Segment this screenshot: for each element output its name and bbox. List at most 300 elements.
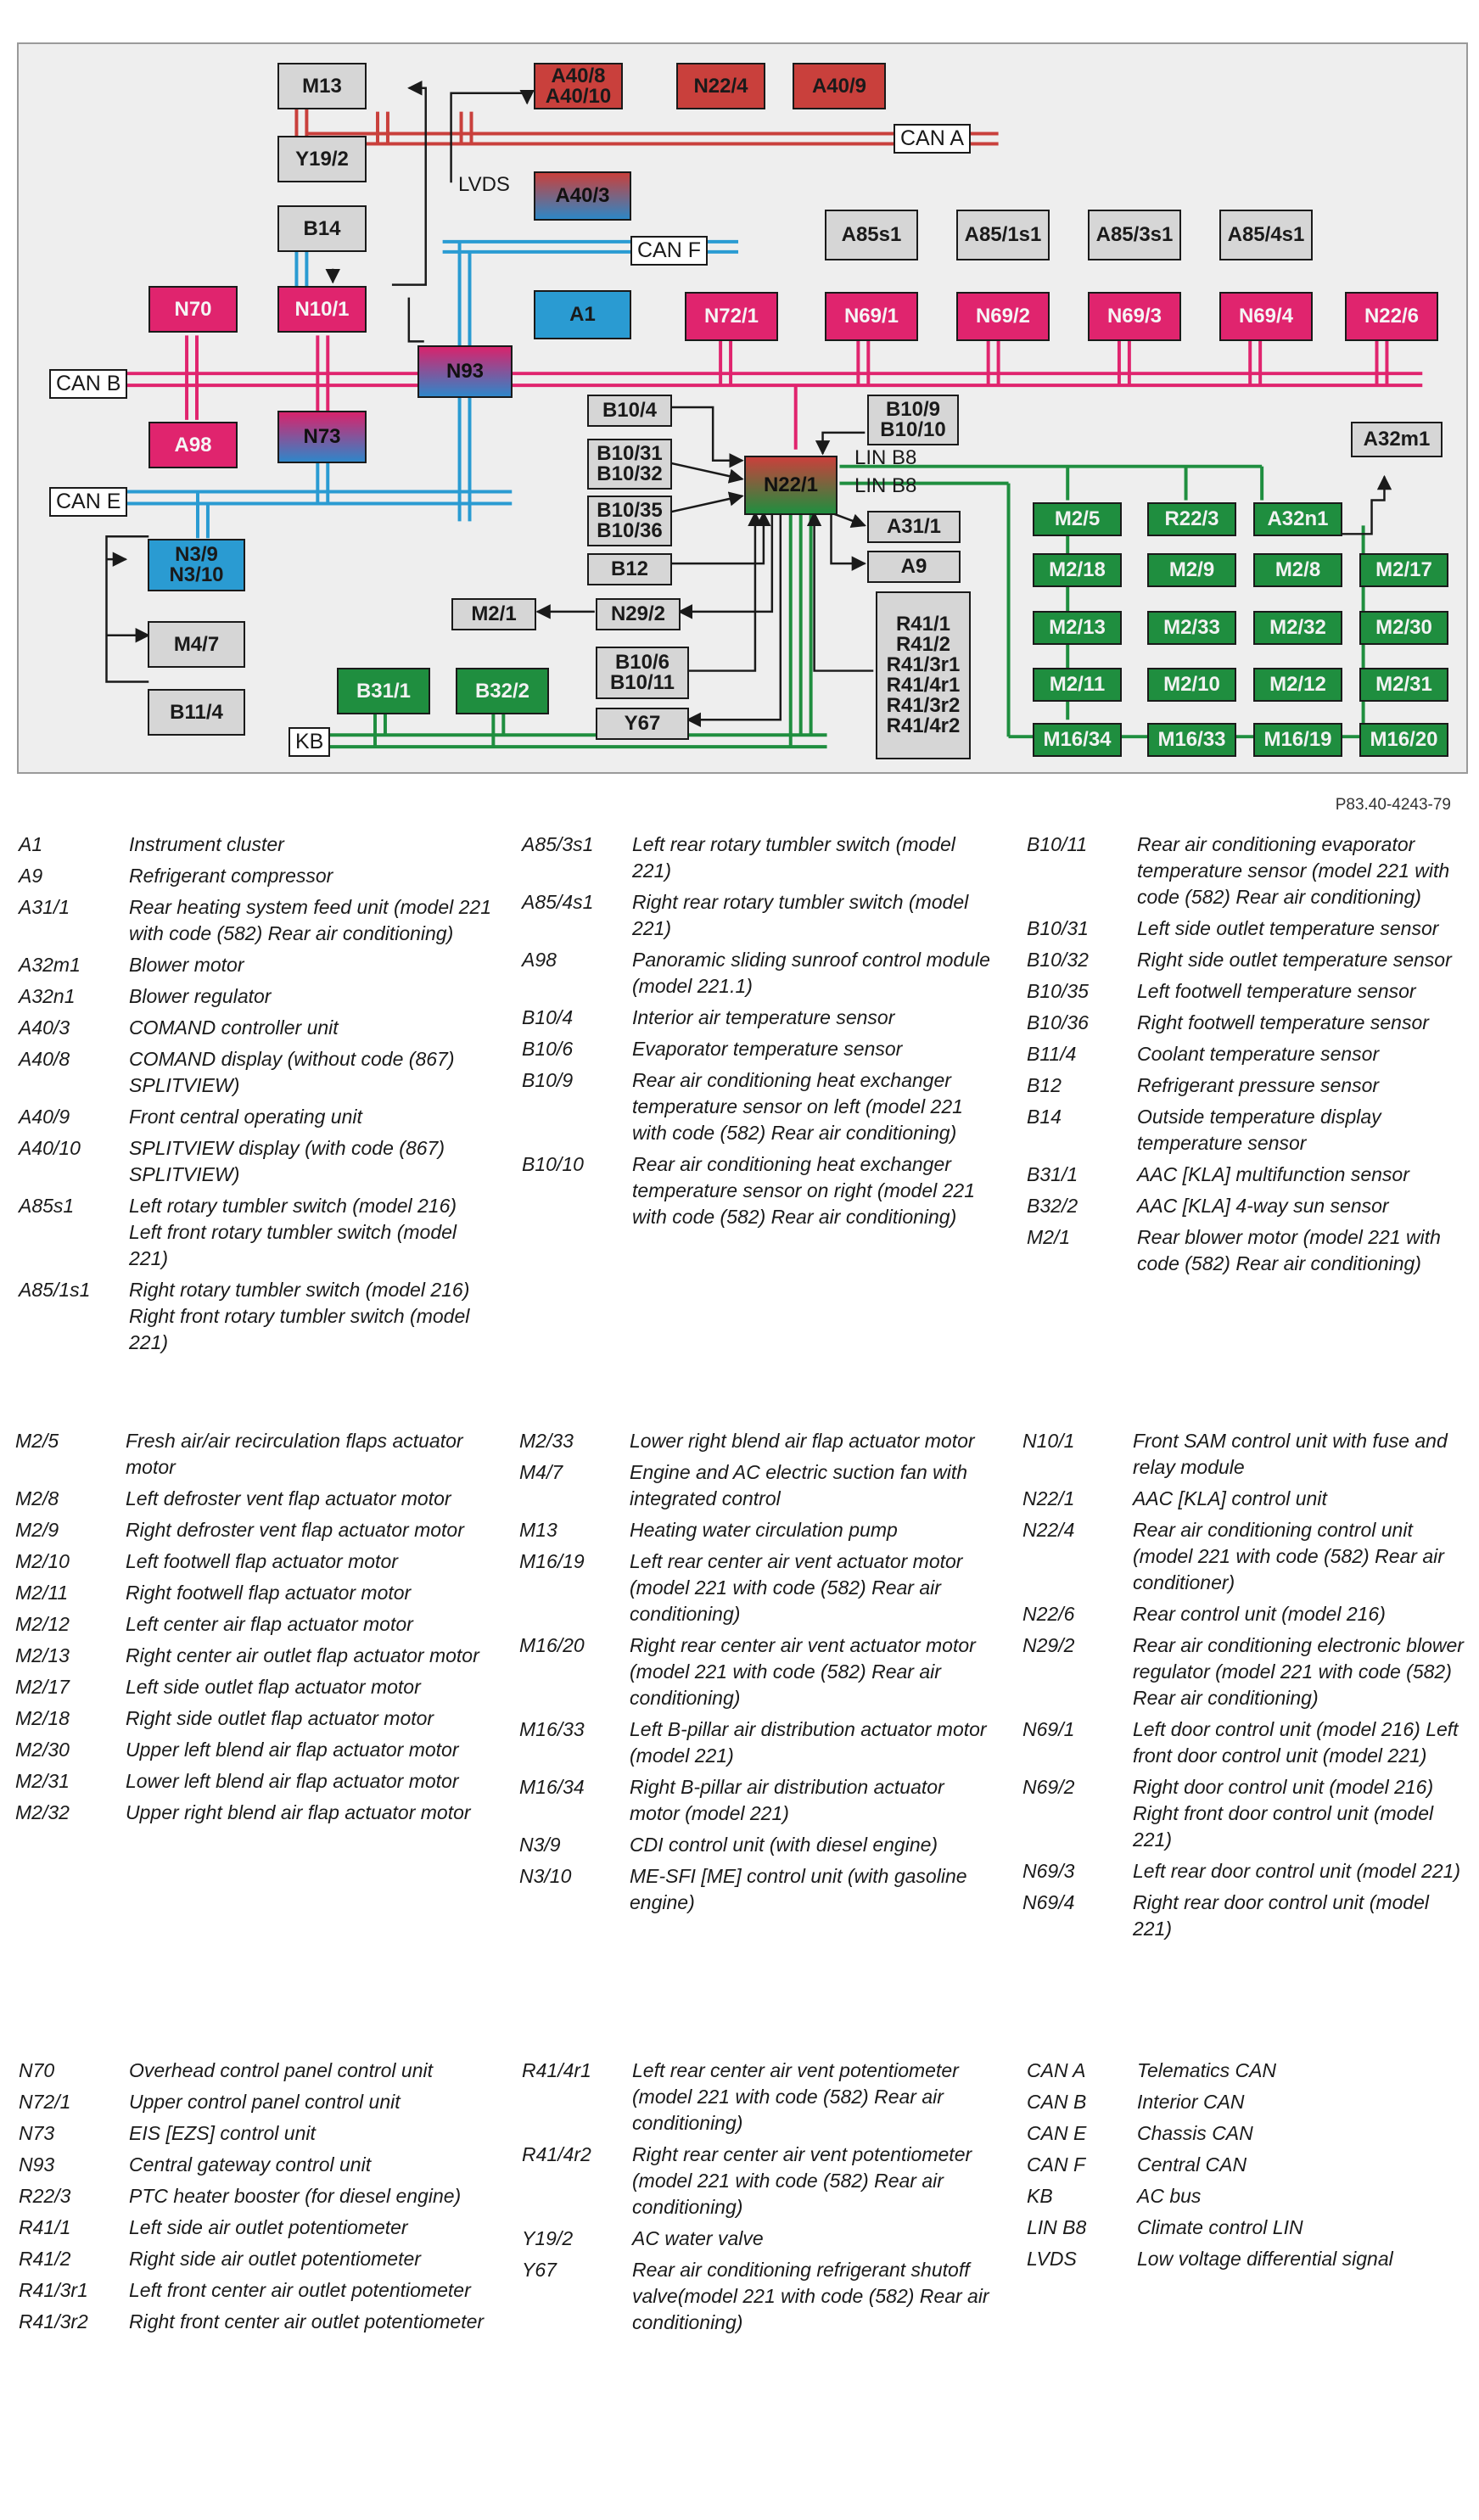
legend-code: LIN B8: [1027, 2216, 1087, 2238]
legend-row: [15, 1643, 490, 1669]
legend-code: N22/4: [1022, 1519, 1075, 1541]
legend-description: Right defroster vent flap actuator motor: [126, 1519, 464, 1541]
legend-description: Right rear center air vent actuator motor (model 221 with code (582) Rear air conditioning): [630, 1634, 976, 1709]
lin-b8-label-1: LIN B8: [854, 446, 917, 469]
legend-code: N93: [19, 2153, 55, 2176]
legend-description: Instrument cluster: [129, 833, 284, 855]
legend-row: [1022, 1774, 1468, 1853]
wiring-diagram: [17, 42, 1468, 774]
legend-row: [1027, 1010, 1468, 1036]
can-e-label: CAN E: [49, 487, 127, 517]
component-Y19-2: Y19/2: [277, 136, 367, 182]
legend-code: A85s1: [19, 1195, 75, 1217]
legend-code: M16/34: [519, 1776, 585, 1798]
component-R22-3: R22/3: [1147, 502, 1236, 536]
legend-code: M4/7: [519, 1461, 563, 1483]
legend-s2-col2: [519, 1428, 994, 1921]
legend-row: [522, 1151, 997, 1230]
legend-description: Left footwell flap actuator motor: [126, 1550, 398, 1572]
legend-row: [519, 1632, 994, 1711]
component-M2-18: M2/18: [1033, 553, 1122, 587]
legend-row: [19, 863, 494, 889]
legend-code: B10/6: [522, 1038, 574, 1060]
component-A85-1s1: A85/1s1: [956, 210, 1050, 260]
legend-code: R41/4r2: [522, 2143, 591, 2165]
legend-code: N69/4: [1022, 1891, 1075, 1913]
legend-row: [522, 889, 997, 942]
legend-description: Right rear center air vent potentiometer (model 221 with code (582) Rear air conditioning): [632, 2143, 972, 2218]
legend-code: A31/1: [19, 896, 70, 918]
legend-description: Rear air conditioning control unit (model 221 with code (582) Rear air conditioner): [1133, 1519, 1444, 1593]
legend-row: [15, 1517, 490, 1543]
legend-description: Right side outlet temperature sensor: [1137, 949, 1452, 971]
legend-row: [522, 2142, 997, 2220]
legend-row: [519, 1428, 994, 1454]
legend-description: Right center air outlet flap actuator motor: [126, 1644, 479, 1666]
legend-row: [15, 1800, 490, 1826]
legend-row: [15, 1737, 490, 1763]
legend-code: N72/1: [19, 2091, 71, 2113]
legend-description: Left rotary tumbler switch (model 216) Left front rotary tumbler switch (model 221): [129, 1195, 457, 1269]
component-A31-1: A31/1: [867, 511, 961, 543]
legend-code: B10/10: [522, 1153, 584, 1175]
legend-description: Upper left blend air flap actuator motor: [126, 1739, 459, 1761]
legend-code: B32/2: [1027, 1195, 1078, 1217]
component-N93: N93: [417, 345, 513, 398]
legend-code: A40/3: [19, 1016, 70, 1039]
legend-row: [522, 832, 997, 884]
legend-code: M2/31: [15, 1770, 70, 1792]
legend-code: R41/1: [19, 2216, 71, 2238]
legend-description: Right rotary tumbler switch (model 216) Right front rotary tumbler switch (model 221): [129, 1279, 470, 1353]
legend-row: [1022, 1716, 1468, 1769]
legend-code: M2/10: [15, 1550, 70, 1572]
legend-description: Panoramic sliding sunroof control module (model 221.1): [632, 949, 990, 997]
component-N69-2: N69/2: [956, 292, 1050, 341]
legend-code: A98: [522, 949, 557, 971]
legend-description: Left footwell temperature sensor: [1137, 980, 1416, 1002]
component-B10-6-B10-11: B10/6 B10/11: [596, 647, 689, 699]
legend-code: M2/17: [15, 1676, 70, 1698]
legend-code: M2/13: [15, 1644, 70, 1666]
legend-row: [1027, 1041, 1468, 1067]
component-M2-9: M2/9: [1147, 553, 1236, 587]
legend-description: Upper control panel control unit: [129, 2091, 401, 2113]
legend-row: [19, 1193, 494, 1272]
legend-description: Engine and AC electric suction fan with integrated control: [630, 1461, 968, 1509]
component-B32-2: B32/2: [456, 668, 549, 714]
legend-row: [1027, 2183, 1468, 2209]
legend-code: A85/1s1: [19, 1279, 91, 1301]
legend-row: [1027, 947, 1468, 973]
legend-row: [19, 2309, 494, 2335]
legend-description: Rear air conditioning evaporator temperature sensor (model 221 with code (582) Rear air conditioning): [1137, 833, 1450, 908]
legend-description: Overhead control panel control unit: [129, 2059, 433, 2081]
component-M13: M13: [277, 63, 367, 109]
component-M2-30: M2/30: [1359, 611, 1448, 645]
legend-code: B10/9: [522, 1069, 574, 1091]
legend-description: AC bus: [1137, 2185, 1202, 2207]
component-N69-3: N69/3: [1088, 292, 1181, 341]
legend-s2-col3: [1022, 1428, 1468, 1947]
legend-row: [1027, 2058, 1468, 2084]
legend-description: Right front center air outlet potentiometer: [129, 2310, 485, 2332]
legend-row: [522, 2058, 997, 2136]
legend-description: Fresh air/air recirculation flaps actuator motor: [126, 1430, 463, 1478]
legend-description: PTC heater booster (for diesel engine): [129, 2185, 462, 2207]
legend-description: Climate control LIN: [1137, 2216, 1303, 2238]
legend-s2-col1: [15, 1428, 490, 1831]
legend-description: AAC [KLA] multifunction sensor: [1137, 1163, 1409, 1185]
component-B14: B14: [277, 205, 367, 252]
legend-row: [519, 1774, 994, 1827]
legend-row: [19, 952, 494, 978]
can-b-bus: [68, 335, 1423, 449]
legend-code: M2/32: [15, 1801, 70, 1823]
component-N10-1: N10/1: [277, 286, 367, 333]
legend-row: [1027, 2089, 1468, 2115]
legend-code: B10/4: [522, 1006, 574, 1028]
legend-code: N29/2: [1022, 1634, 1075, 1656]
legend-row: [522, 2226, 997, 2252]
legend-row: [1022, 1517, 1468, 1596]
component-N72-1: N72/1: [685, 292, 778, 341]
component-A85-4s1: A85/4s1: [1219, 210, 1313, 260]
legend-code: B10/11: [1027, 833, 1088, 855]
legend-row: [19, 832, 494, 858]
legend-description: Telematics CAN: [1137, 2059, 1277, 2081]
legend-s3-col2: [522, 2058, 997, 2341]
component-M2-13: M2/13: [1033, 611, 1122, 645]
component-A40-8-A40-10: A40/8 A40/10: [534, 63, 623, 109]
legend-description: AAC [KLA] control unit: [1133, 1487, 1327, 1509]
legend-code: R41/3r2: [19, 2310, 88, 2332]
legend-row: [19, 894, 494, 947]
legend-row: [19, 1104, 494, 1130]
legend-description: Low voltage differential signal: [1137, 2248, 1393, 2270]
legend-code: R22/3: [19, 2185, 71, 2207]
legend-description: Lower left blend air flap actuator motor: [126, 1770, 459, 1792]
legend-code: M2/11: [15, 1582, 69, 1604]
legend-row: [19, 1135, 494, 1188]
legend-code: M2/1: [1027, 1226, 1071, 1248]
legend-code: B10/32: [1027, 949, 1089, 971]
legend-description: Left B-pillar air distribution actuator motor (model 221): [630, 1718, 987, 1767]
legend-code: B10/36: [1027, 1011, 1089, 1033]
legend-code: Y67: [522, 2259, 557, 2281]
legend-code: A1: [19, 833, 43, 855]
legend-description: COMAND display (without code (867) SPLITVIEW): [129, 1048, 455, 1096]
legend-description: CDI control unit (with diesel engine): [630, 1834, 938, 1856]
component-N73: N73: [277, 411, 367, 463]
component-M2-31: M2/31: [1359, 668, 1448, 702]
legend-description: Central CAN: [1137, 2153, 1247, 2176]
lvds-label: LVDS: [458, 173, 510, 196]
can-e-bus: [68, 462, 513, 539]
legend-code: M16/19: [519, 1550, 585, 1572]
legend-row: [15, 1611, 490, 1638]
legend-code: CAN A: [1027, 2059, 1086, 2081]
legend-description: Right footwell flap actuator motor: [126, 1582, 412, 1604]
component-M2-5: M2/5: [1033, 502, 1122, 536]
legend-description: Rear air conditioning heat exchanger temperature sensor on left (model 221 with code (582) Rear air conditioning): [632, 1069, 963, 1144]
legend-row: [19, 983, 494, 1010]
legend-description: Left rear rotary tumbler switch (model 221): [632, 833, 955, 882]
component-M2-17: M2/17: [1359, 553, 1448, 587]
legend-code: N73: [19, 2122, 55, 2144]
can-b-label: CAN B: [49, 369, 127, 399]
legend-row: [15, 1674, 490, 1700]
legend-row: [19, 2089, 494, 2115]
legend-row: [522, 947, 997, 1000]
component-A32n1: A32n1: [1253, 502, 1342, 536]
component-M2-33: M2/33: [1147, 611, 1236, 645]
legend-row: [522, 2257, 997, 2336]
legend-code: CAN F: [1027, 2153, 1085, 2176]
legend-row: [19, 2058, 494, 2084]
component-B10-31-B10-32: B10/31 B10/32: [587, 439, 672, 490]
legend-row: [1022, 1601, 1468, 1627]
legend-code: M16/33: [519, 1718, 585, 1740]
legend-row: [1027, 1104, 1468, 1156]
component-N22-4: N22/4: [676, 63, 765, 109]
component-B11-4: B11/4: [148, 689, 245, 736]
legend-row: [519, 1548, 994, 1627]
legend-description: Refrigerant pressure sensor: [1137, 1074, 1380, 1096]
legend-description: Interior air temperature sensor: [632, 1006, 895, 1028]
legend-row: [519, 1459, 994, 1512]
component-B12: B12: [587, 553, 672, 585]
component-R41-group: R41/1 R41/2 R41/3r1 R41/4r1 R41/3r2 R41/4r2: [876, 591, 971, 759]
legend-row: [1027, 916, 1468, 942]
legend-s1-col3: [1027, 832, 1468, 1282]
legend-code: B31/1: [1027, 1163, 1078, 1185]
legend-code: N69/2: [1022, 1776, 1075, 1798]
legend-code: N70: [19, 2059, 55, 2081]
legend-row: [1022, 1486, 1468, 1512]
component-M2-8: M2/8: [1253, 553, 1342, 587]
legend-row: [1022, 1632, 1468, 1711]
component-B10-35-B10-36: B10/35 B10/36: [587, 496, 672, 546]
legend-description: Central gateway control unit: [129, 2153, 372, 2176]
legend-code: N69/3: [1022, 1860, 1075, 1882]
legend-description: Rear air conditioning heat exchanger temperature sensor on right (model 221 with code (582) Rear air conditioning): [632, 1153, 975, 1228]
legend-description: Front central operating unit: [129, 1106, 362, 1128]
legend-code: B12: [1027, 1074, 1062, 1096]
legend-code: A32n1: [19, 985, 76, 1007]
legend-description: Rear air conditioning electronic blower regulator (model 221 with code (582) Rear air conditioning): [1133, 1634, 1464, 1709]
legend-code: CAN E: [1027, 2122, 1087, 2144]
component-N22-6: N22/6: [1345, 292, 1438, 341]
legend-row: [1027, 1072, 1468, 1099]
component-N70: N70: [148, 286, 238, 333]
legend-code: A85/3s1: [522, 833, 594, 855]
legend-row: [522, 1067, 997, 1146]
legend-code: KB: [1027, 2185, 1053, 2207]
legend-code: Y19/2: [522, 2227, 574, 2249]
legend-description: Chassis CAN: [1137, 2122, 1253, 2144]
component-N69-4: N69/4: [1219, 292, 1313, 341]
legend-row: [1027, 2120, 1468, 2147]
legend-row: [19, 1277, 494, 1356]
legend-row: [19, 2215, 494, 2241]
legend-description: Heating water circulation pump: [630, 1519, 898, 1541]
legend-row: [15, 1428, 490, 1481]
legend-code: A40/8: [19, 1048, 70, 1070]
legend-description: Right rear door control unit (model 221): [1133, 1891, 1429, 1940]
legend-description: Right side air outlet potentiometer: [129, 2248, 421, 2270]
legend-row: [15, 1486, 490, 1512]
legend-description: Right side outlet flap actuator motor: [126, 1707, 434, 1729]
legend-code: N3/10: [519, 1865, 572, 1887]
legend-row: [1027, 2215, 1468, 2241]
component-M4-7: M4/7: [148, 621, 245, 668]
component-N3-9-N3-10: N3/9 N3/10: [148, 539, 245, 591]
legend-row: [1022, 1858, 1468, 1884]
component-A85s1: A85s1: [825, 210, 918, 260]
legend-description: Lower right blend air flap actuator motor: [630, 1430, 975, 1452]
legend-code: CAN B: [1027, 2091, 1087, 2113]
legend-description: AAC [KLA] 4-way sun sensor: [1137, 1195, 1389, 1217]
figure-reference: P83.40-4243-79: [1335, 796, 1451, 814]
legend-row: [1022, 1890, 1468, 1942]
legend-description: Left side air outlet potentiometer: [129, 2216, 408, 2238]
legend-row: [1027, 1162, 1468, 1188]
legend-row: [15, 1580, 490, 1606]
legend-row: [19, 1046, 494, 1099]
component-A98: A98: [148, 422, 238, 468]
legend-code: N22/6: [1022, 1603, 1075, 1625]
legend-s1-col1: [19, 832, 494, 1361]
component-A1: A1: [534, 290, 631, 339]
lin-b8-label-2: LIN B8: [854, 474, 917, 497]
component-A85-3s1: A85/3s1: [1088, 210, 1181, 260]
legend-code: N69/1: [1022, 1718, 1075, 1740]
legend-s1-col2: [522, 832, 997, 1235]
component-N29-2: N29/2: [596, 598, 681, 630]
legend-code: A32m1: [19, 954, 81, 976]
legend-code: M2/5: [15, 1430, 59, 1452]
legend-description: Left rear center air vent actuator motor (model 221 with code (582) Rear air conditioning): [630, 1550, 963, 1625]
legend-row: [19, 1015, 494, 1041]
legend-row: [1022, 1428, 1468, 1481]
legend-s3-col1: [19, 2058, 494, 2340]
legend-description: Left rear door control unit (model 221): [1133, 1860, 1461, 1882]
component-Y67: Y67: [596, 708, 689, 740]
legend-code: A9: [19, 865, 43, 887]
component-M2-1: M2/1: [451, 598, 536, 630]
legend-row: [19, 2277, 494, 2304]
component-M16-33: M16/33: [1147, 723, 1236, 757]
legend-code: B10/31: [1027, 917, 1089, 939]
legend-row: [522, 1005, 997, 1031]
legend-description: Right footwell temperature sensor: [1137, 1011, 1429, 1033]
legend-row: [15, 1768, 490, 1795]
legend-description: Blower regulator: [129, 985, 272, 1007]
legend-description: Refrigerant compressor: [129, 865, 333, 887]
component-A9: A9: [867, 551, 961, 583]
legend-code: M2/12: [15, 1613, 70, 1635]
legend-code: B10/35: [1027, 980, 1089, 1002]
legend-description: Left rear center air vent potentiometer (model 221 with code (582) Rear air conditioning): [632, 2059, 959, 2134]
legend-code: A40/10: [19, 1137, 81, 1159]
legend-description: Left center air flap actuator motor: [126, 1613, 413, 1635]
legend-code: M16/20: [519, 1634, 585, 1656]
legend-description: Right rear rotary tumbler switch (model 221): [632, 891, 969, 939]
legend-description: Rear control unit (model 216): [1133, 1603, 1386, 1625]
legend-description: Left side outlet temperature sensor: [1137, 917, 1439, 939]
legend-description: Interior CAN: [1137, 2091, 1245, 2113]
legend-description: AC water valve: [632, 2227, 764, 2249]
legend-description: Coolant temperature sensor: [1137, 1043, 1380, 1065]
legend-row: [15, 1548, 490, 1575]
legend-description: EIS [EZS] control unit: [129, 2122, 316, 2144]
kb-label: KB: [289, 727, 330, 757]
component-B31-1: B31/1: [337, 668, 430, 714]
legend-row: [1027, 2152, 1468, 2178]
legend-code: M2/30: [15, 1739, 70, 1761]
legend-description: Rear blower motor (model 221 with code (582) Rear air conditioning): [1137, 1226, 1441, 1274]
legend-row: [15, 1705, 490, 1732]
legend-code: M2/33: [519, 1430, 574, 1452]
component-N22-1: N22/1: [744, 456, 838, 515]
legend-code: B11/4: [1027, 1043, 1077, 1065]
component-B10-9-B10-10: B10/9 B10/10: [867, 395, 959, 445]
legend-description: Evaporator temperature sensor: [632, 1038, 903, 1060]
legend-description: ME-SFI [ME] control unit (with gasoline engine): [630, 1865, 967, 1913]
legend-row: [519, 1832, 994, 1858]
component-A40-3: A40/3: [534, 171, 631, 221]
legend-code: N22/1: [1022, 1487, 1075, 1509]
legend-row: [519, 1517, 994, 1543]
legend-description: Left front center air outlet potentiometer: [129, 2279, 471, 2301]
legend-code: B14: [1027, 1106, 1062, 1128]
legend-description: Right door control unit (model 216) Right front door control unit (model 221): [1133, 1776, 1434, 1851]
legend-row: [1027, 1193, 1468, 1219]
legend-code: R41/2: [19, 2248, 71, 2270]
component-M2-12: M2/12: [1253, 668, 1342, 702]
legend-description: COMAND controller unit: [129, 1016, 339, 1039]
legend-row: [519, 1863, 994, 1916]
component-M16-34: M16/34: [1033, 723, 1122, 757]
can-a-label: CAN A: [894, 124, 971, 154]
legend-code: A40/9: [19, 1106, 70, 1128]
legend-code: M2/18: [15, 1707, 70, 1729]
legend-description: Upper right blend air flap actuator motor: [126, 1801, 471, 1823]
component-M16-20: M16/20: [1359, 723, 1448, 757]
legend-description: Left defroster vent flap actuator motor: [126, 1487, 451, 1509]
legend-row: [19, 2246, 494, 2272]
legend-code: N10/1: [1022, 1430, 1075, 1452]
legend-row: [1027, 1224, 1468, 1277]
legend-row: [522, 1036, 997, 1062]
legend-code: M2/9: [15, 1519, 59, 1541]
component-M2-11: M2/11: [1033, 668, 1122, 702]
legend-code: M13: [519, 1519, 557, 1541]
legend-row: [19, 2152, 494, 2178]
legend-code: R41/3r1: [19, 2279, 88, 2301]
legend-description: SPLITVIEW display (with code (867) SPLITVIEW): [129, 1137, 445, 1185]
component-B10-4: B10/4: [587, 395, 672, 427]
legend-row: [1027, 2246, 1468, 2272]
legend-code: M2/8: [15, 1487, 59, 1509]
legend-code: N3/9: [519, 1834, 561, 1856]
legend-description: Outside temperature display temperature sensor: [1137, 1106, 1381, 1154]
can-f-label: CAN F: [630, 236, 708, 266]
component-M16-19: M16/19: [1253, 723, 1342, 757]
component-A40-9: A40/9: [793, 63, 886, 109]
legend-row: [1027, 978, 1468, 1005]
